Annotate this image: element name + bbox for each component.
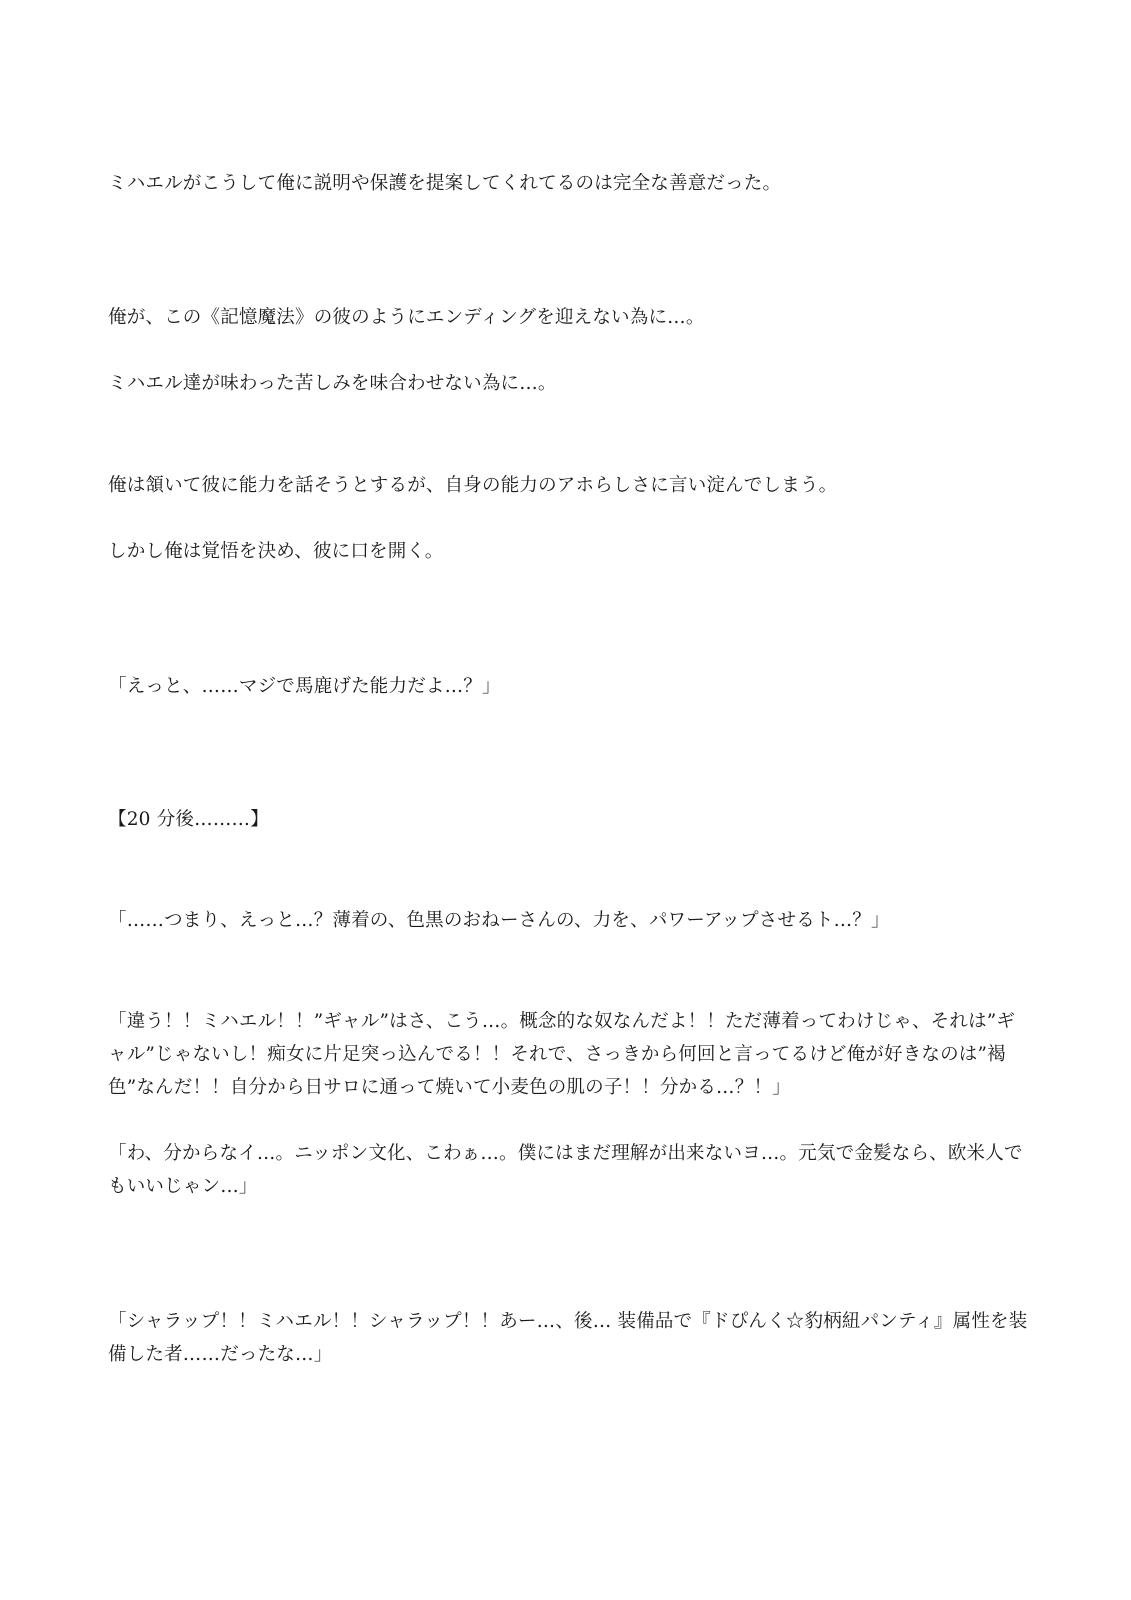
paragraph-narration-1: ミハエルがこうして俺に説明や保護を提案してくれてるのは完全な善意だった。	[108, 173, 782, 194]
paragraph-narration-2: 俺が、この《記憶魔法》の彼のようにエンディングを迎えない為に…。	[108, 307, 705, 328]
paragraph-time-skip: 【20 分後………】	[108, 809, 269, 830]
paragraph-dialogue-3: 「違う！！ミハエル！！”ギャル”はさ、こう…。概念的な奴なんだよ！！ただ薄着ってわけじゃ、それは”ギャル”じゃないし！痴女に片足突っ込んでる！！それで、さっきから何回と言ってるけど俺が好きなのは”褐色”なんだ！！自分から日サロに通って焼いて小麦色の肌の子！！分かる…？！」	[108, 1011, 1016, 1098]
paragraph-narration-3: ミハエル達が味わった苦しみを味合わせない為に…。	[108, 373, 557, 394]
paragraph-dialogue-2: 「……つまり、えっと…？薄着の、色黒のおねーさんの、力を、パワーアップさせるト…？」	[108, 910, 890, 931]
paragraph-narration-4: 俺は頷いて彼に能力を話そうとするが、自身の能力のアホらしさに言い淀んでしまう。	[108, 475, 838, 496]
paragraph-narration-5: しかし俺は覚悟を決め、彼に口を開く。	[108, 541, 444, 562]
paragraph-dialogue-5: 「シャラップ！！ミハエル！！シャラップ！！あー…、後… 装備品で『ドぴんく☆豹柄紐パンティ』属性を装備した者……だったな…」	[108, 1311, 1028, 1365]
paragraph-dialogue-1: 「えっと、……マジで馬鹿げた能力だよ…？」	[108, 676, 501, 697]
paragraph-dialogue-4: 「わ、分からなイ…。ニッポン文化、こわぁ…。僕にはまだ理解が出来ないヨ…。元気で金髪なら、欧米人でもいいじゃン…」	[108, 1143, 1023, 1197]
